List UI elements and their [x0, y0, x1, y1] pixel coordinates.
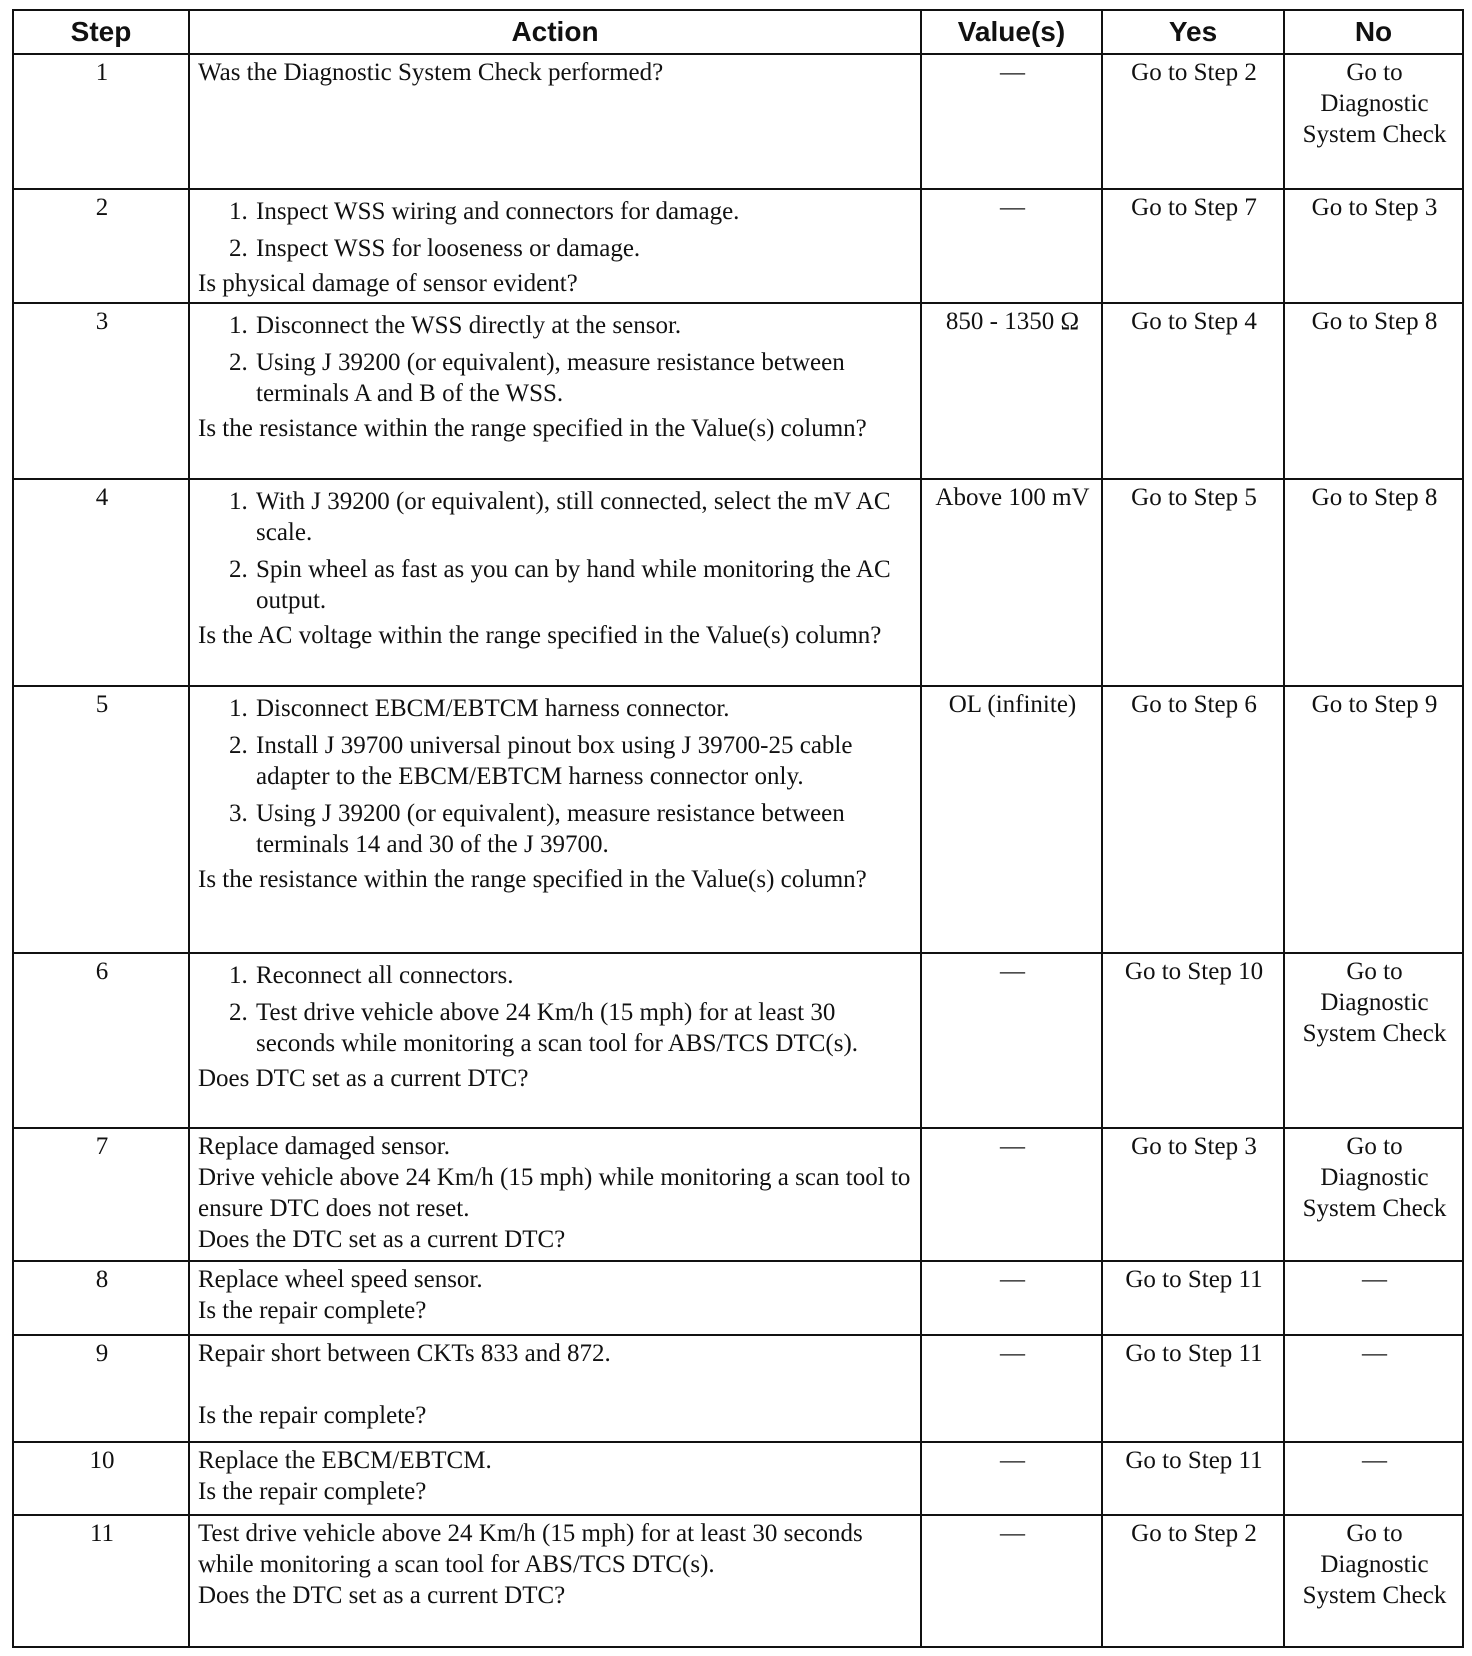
- action-substeps: [198, 196, 914, 264]
- yes-cell: Go to Step 2: [1102, 1515, 1284, 1647]
- action-text: Drive vehicle above 24 Km/h (15 mph) while monitoring a scan tool to ensure DTC does not reset.: [198, 1164, 911, 1222]
- action-text: Replace damaged sensor.: [198, 1133, 450, 1160]
- value-cell: —: [921, 54, 1102, 189]
- step-number: 9: [13, 1335, 189, 1442]
- action-question: Does DTC set as a current DTC?: [198, 1065, 529, 1092]
- value-cell: —: [921, 189, 1102, 303]
- yes-cell: Go to Step 10: [1102, 953, 1284, 1128]
- action-text: Replace wheel speed sensor.: [198, 1266, 483, 1293]
- action-substeps: [198, 693, 914, 860]
- value-cell: Above 100 mV: [921, 479, 1102, 686]
- action-cell: [189, 479, 921, 686]
- action-text: Was the Diagnostic System Check performed?: [198, 59, 664, 86]
- step-number: 2: [13, 189, 189, 303]
- action-cell: [189, 54, 921, 189]
- substep: 1. Reconnect all connectors.: [254, 960, 914, 991]
- value-cell: —: [921, 1335, 1102, 1442]
- value-cell: 850 - 1350 Ω: [921, 303, 1102, 479]
- action-question: Is the repair complete?: [198, 1478, 427, 1505]
- no-cell: Go to Diagnostic System Check: [1284, 1515, 1463, 1647]
- value-cell: —: [921, 1261, 1102, 1335]
- no-cell: Go to Step 8: [1284, 303, 1463, 479]
- substep: 2. Using J 39200 (or equivalent), measure resistance between terminals A and B of the WSS.: [254, 347, 914, 409]
- substep: 1. Disconnect EBCM/EBTCM harness connector.: [254, 693, 914, 724]
- diagnostic-table: [12, 9, 1464, 1648]
- yes-cell: Go to Step 2: [1102, 54, 1284, 189]
- action-cell: [189, 1128, 921, 1261]
- table-row: [13, 303, 1463, 479]
- step-number: 4: [13, 479, 189, 686]
- action-question: Does the DTC set as a current DTC?: [198, 1226, 566, 1253]
- substep: 1. Disconnect the WSS directly at the sensor.: [254, 310, 914, 341]
- no-cell: Go to Diagnostic System Check: [1284, 54, 1463, 189]
- substep: 2. Test drive vehicle above 24 Km/h (15 mph) for at least 30 seconds while monitoring a scan tool for ABS/TCS DTC(s).: [254, 997, 914, 1059]
- yes-cell: Go to Step 7: [1102, 189, 1284, 303]
- value-cell: —: [921, 953, 1102, 1128]
- step-number: 1: [13, 54, 189, 189]
- action-substeps: [198, 960, 914, 1059]
- yes-cell: Go to Step 5: [1102, 479, 1284, 686]
- yes-cell: Go to Step 4: [1102, 303, 1284, 479]
- step-number: 5: [13, 686, 189, 953]
- substep: 2. Inspect WSS for looseness or damage.: [254, 233, 914, 264]
- value-cell: —: [921, 1442, 1102, 1515]
- no-cell: Go to Step 9: [1284, 686, 1463, 953]
- header-value: Value(s): [921, 10, 1102, 54]
- yes-cell: Go to Step 3: [1102, 1128, 1284, 1261]
- no-cell: Go to Diagnostic System Check: [1284, 953, 1463, 1128]
- action-cell: [189, 1442, 921, 1515]
- no-cell: —: [1284, 1261, 1463, 1335]
- table-row: [13, 1515, 1463, 1647]
- table-row: [13, 1335, 1463, 1442]
- value-cell: OL (infinite): [921, 686, 1102, 953]
- action-cell: [189, 303, 921, 479]
- action-question: Is the repair complete?: [198, 1402, 427, 1429]
- no-cell: —: [1284, 1335, 1463, 1442]
- substep: 1. Inspect WSS wiring and connectors for damage.: [254, 196, 914, 227]
- step-number: 7: [13, 1128, 189, 1261]
- action-text: Repair short between CKTs 833 and 872.: [198, 1340, 611, 1367]
- table-row: [13, 479, 1463, 686]
- substep: 1. With J 39200 (or equivalent), still connected, select the mV AC scale.: [254, 486, 914, 548]
- substep: 3. Using J 39200 (or equivalent), measure resistance between terminals 14 and 30 of the J 39700.: [254, 798, 914, 860]
- step-number: 3: [13, 303, 189, 479]
- table-row: [13, 1128, 1463, 1261]
- header-no: No: [1284, 10, 1463, 54]
- spacer: [198, 1369, 914, 1400]
- table-row: [13, 1261, 1463, 1335]
- substep: 2. Install J 39700 universal pinout box using J 39700-25 cable adapter to the EBCM/EBTCM harness connector only.: [254, 730, 914, 792]
- yes-cell: Go to Step 11: [1102, 1442, 1284, 1515]
- action-cell: [189, 1261, 921, 1335]
- header-yes: Yes: [1102, 10, 1284, 54]
- header-row: [13, 10, 1463, 54]
- no-cell: —: [1284, 1442, 1463, 1515]
- no-cell: Go to Step 3: [1284, 189, 1463, 303]
- action-text: Replace the EBCM/EBTCM.: [198, 1447, 492, 1474]
- step-number: 10: [13, 1442, 189, 1515]
- action-question: Is the repair complete?: [198, 1297, 427, 1324]
- yes-cell: Go to Step 11: [1102, 1335, 1284, 1442]
- action-question: Is the AC voltage within the range specified in the Value(s) column?: [198, 622, 882, 649]
- action-question: Is the resistance within the range specified in the Value(s) column?: [198, 415, 867, 442]
- table-row: [13, 953, 1463, 1128]
- action-cell: [189, 1515, 921, 1647]
- no-cell: Go to Diagnostic System Check: [1284, 1128, 1463, 1261]
- action-substeps: [198, 486, 914, 616]
- value-cell: —: [921, 1515, 1102, 1647]
- header-action: Action: [189, 10, 921, 54]
- header-step: Step: [13, 10, 189, 54]
- action-cell: [189, 189, 921, 303]
- action-question: Is the resistance within the range specified in the Value(s) column?: [198, 866, 867, 893]
- yes-cell: Go to Step 6: [1102, 686, 1284, 953]
- table-row: [13, 686, 1463, 953]
- no-cell: Go to Step 8: [1284, 479, 1463, 686]
- action-question: Is physical damage of sensor evident?: [198, 270, 578, 297]
- step-number: 6: [13, 953, 189, 1128]
- table-row: [13, 54, 1463, 189]
- table-row: [13, 189, 1463, 303]
- substep: 2. Spin wheel as fast as you can by hand while monitoring the AC output.: [254, 554, 914, 616]
- action-text: Test drive vehicle above 24 Km/h (15 mph) for at least 30 seconds while monitoring a scan tool for ABS/TCS DTC(s).: [198, 1520, 863, 1578]
- action-question: Does the DTC set as a current DTC?: [198, 1582, 566, 1609]
- table-row: [13, 1442, 1463, 1515]
- action-cell: [189, 953, 921, 1128]
- action-cell: [189, 1335, 921, 1442]
- yes-cell: Go to Step 11: [1102, 1261, 1284, 1335]
- action-cell: [189, 686, 921, 953]
- value-cell: —: [921, 1128, 1102, 1261]
- action-substeps: [198, 310, 914, 409]
- step-number: 11: [13, 1515, 189, 1647]
- step-number: 8: [13, 1261, 189, 1335]
